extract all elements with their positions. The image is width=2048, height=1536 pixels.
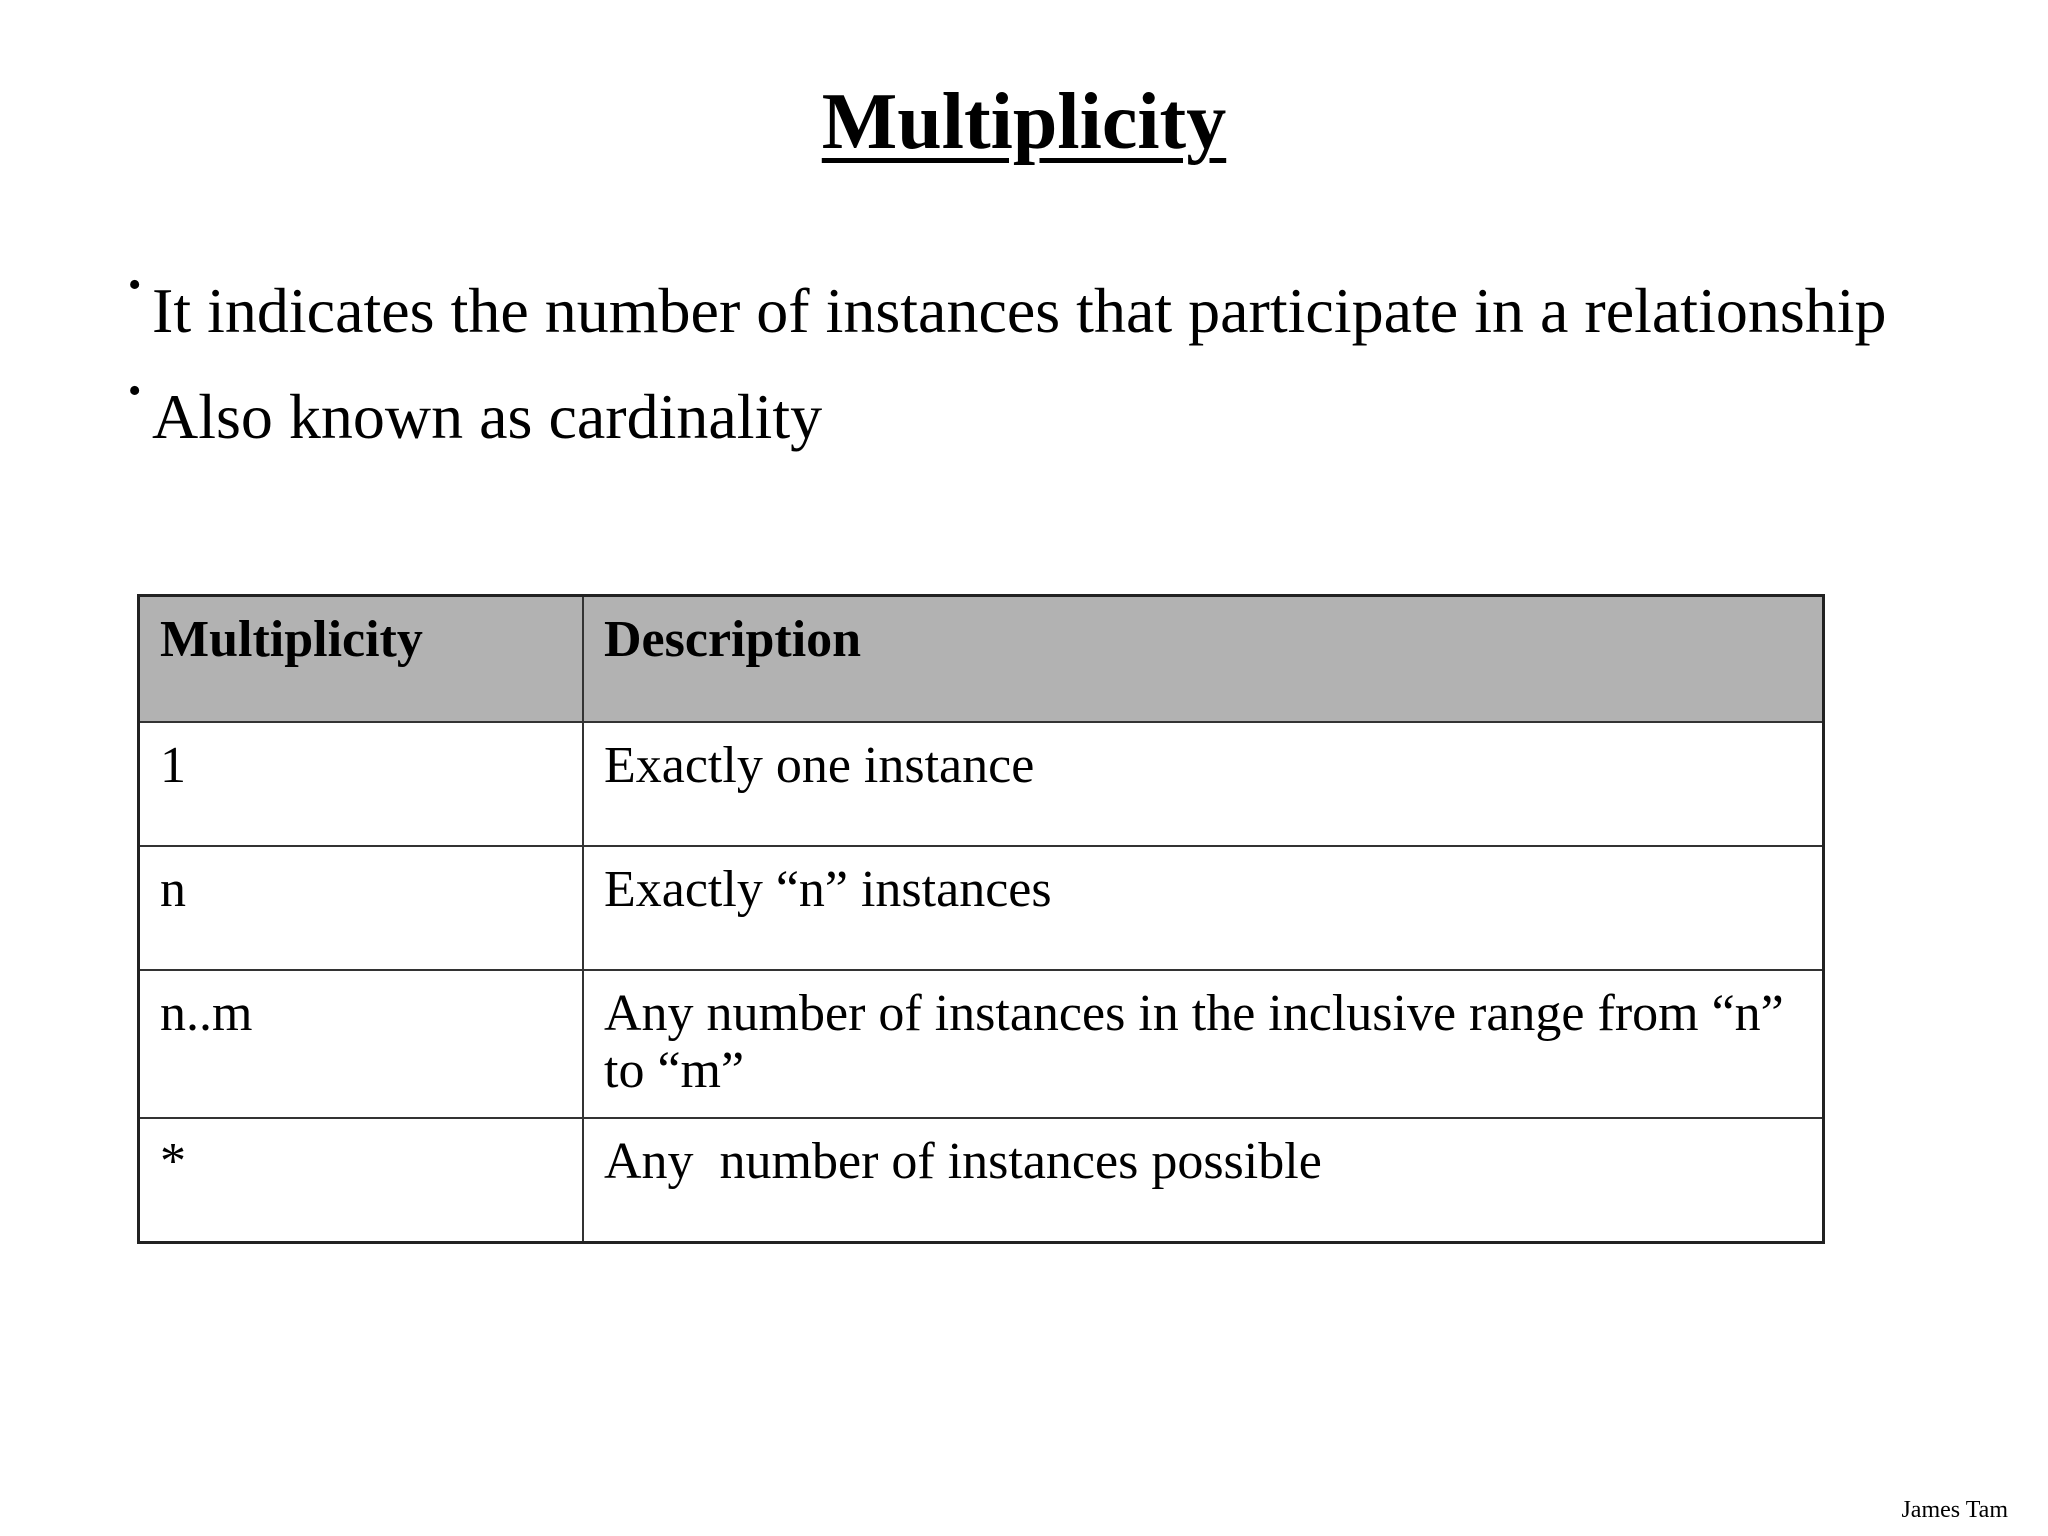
table-row: [139, 1118, 1824, 1243]
column-header-multiplicity: Multiplicity: [139, 596, 584, 723]
table-row: [139, 970, 1824, 1118]
bullet-text: It indicates the number of instances that participate in a relationship: [152, 275, 1887, 346]
multiplicity-table: [137, 594, 1825, 1244]
bullet-item: [128, 370, 1948, 458]
bullet-list: [128, 264, 1948, 482]
slide-title: Multiplicity: [821, 78, 1227, 166]
multiplicity-cell: n..m: [139, 970, 584, 1118]
multiplicity-cell: *: [139, 1118, 584, 1243]
table-row: [139, 846, 1824, 970]
footer-author: James Tam: [1901, 1497, 2008, 1523]
bullet-marker: •: [128, 370, 142, 412]
description-cell: Any number of instances in the inclusive range from “n” to “m”: [583, 970, 1824, 1118]
description-cell: Exactly one instance: [583, 722, 1824, 846]
description-cell: Exactly “n” instances: [583, 846, 1824, 970]
bullet-marker: •: [128, 264, 142, 306]
multiplicity-cell: 1: [139, 722, 584, 846]
multiplicity-cell: n: [139, 846, 584, 970]
column-header-description: Description: [583, 596, 1824, 723]
bullet-text: Also known as cardinality: [152, 381, 823, 452]
table-row: [139, 722, 1824, 846]
description-cell: Any number of instances possible: [583, 1118, 1824, 1243]
table-header-row: [139, 596, 1824, 723]
bullet-item: [128, 264, 1948, 352]
